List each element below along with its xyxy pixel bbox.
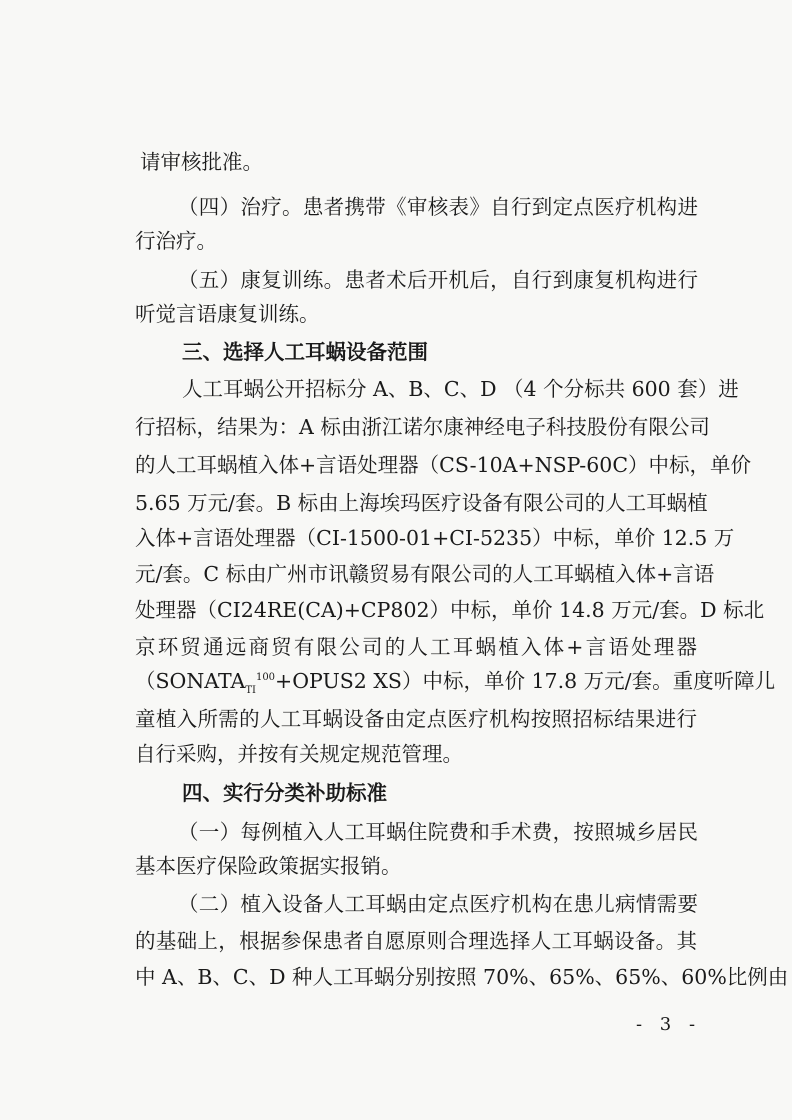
paragraph-subsidy-1: （一）每例植入人工耳蜗住院费和手术费，按照城乡居民 (178, 820, 698, 844)
text-line: 入体+言语处理器（CI-1500-01+CI-5235）中标，单价 12.5 万 (135, 526, 735, 550)
text-line: 中 A、B、C、D 种人工耳蜗分别按照 70%、65%、65%、60%比例由 (135, 965, 789, 989)
text-line: 童植入所需的人工耳蜗设备由定点医疗机构按照招标结果进行 (135, 707, 697, 731)
text-segment: +OPUS2 XS）中标，单价 17.8 万元/套。重度听障儿 (275, 669, 776, 693)
text-line: 的基础上，根据参保患者自愿原则合理选择人工耳蜗设备。其 (135, 929, 697, 953)
paragraph-tender: 人工耳蜗公开招标分 A、B、C、D （4 个分标共 600 套）进 (182, 377, 739, 401)
text-line: 自行采购，并按有关规定规范管理。 (135, 742, 463, 766)
text-segment: （SONATA (135, 669, 246, 693)
superscript: 100 (255, 672, 276, 684)
text-line: 处理器（CI24RE(CA)+CP802）中标，单价 14.8 万元/套。D 标北 (135, 598, 765, 622)
text-line: 京环贸通远商贸有限公司的人工耳蜗植入体+言语处理器 (135, 635, 697, 659)
text-line: 元/套。C 标由广州市讯赣贸易有限公司的人工耳蜗植入体+言语 (135, 562, 715, 586)
section-heading-4: 四、实行分类补助标准 (182, 781, 387, 805)
text-line: 行治疗。 (135, 229, 217, 253)
paragraph-rehab: （五）康复训练。患者术后开机后，自行到康复机构进行 (178, 268, 698, 292)
text-line: 行招标，结果为：A 标由浙江诺尔康神经电子科技股份有限公司 (135, 415, 710, 439)
page-number: - 3 - (636, 1014, 702, 1035)
text-line-sonata (135, 664, 776, 698)
subscript: TI (245, 685, 256, 697)
paragraph-subsidy-2: （二）植入设备人工耳蜗由定点医疗机构在患儿病情需要 (178, 892, 698, 916)
section-heading-3: 三、选择人工耳蜗设备范围 (182, 340, 428, 364)
text-line: 请审核批准。 (140, 150, 263, 174)
text-line: 听觉言语康复训练。 (135, 302, 320, 326)
text-line: 基本医疗保险政策据实报销。 (135, 854, 402, 878)
text-line: 的人工耳蜗植入体+言语处理器（CS-10A+NSP-60C）中标，单价 (135, 453, 751, 477)
text-line: 5.65 万元/套。B 标由上海埃玛医疗设备有限公司的人工耳蜗植 (135, 491, 708, 515)
paragraph-treatment: （四）治疗。患者携带《审核表》自行到定点医疗机构进 (178, 195, 698, 219)
